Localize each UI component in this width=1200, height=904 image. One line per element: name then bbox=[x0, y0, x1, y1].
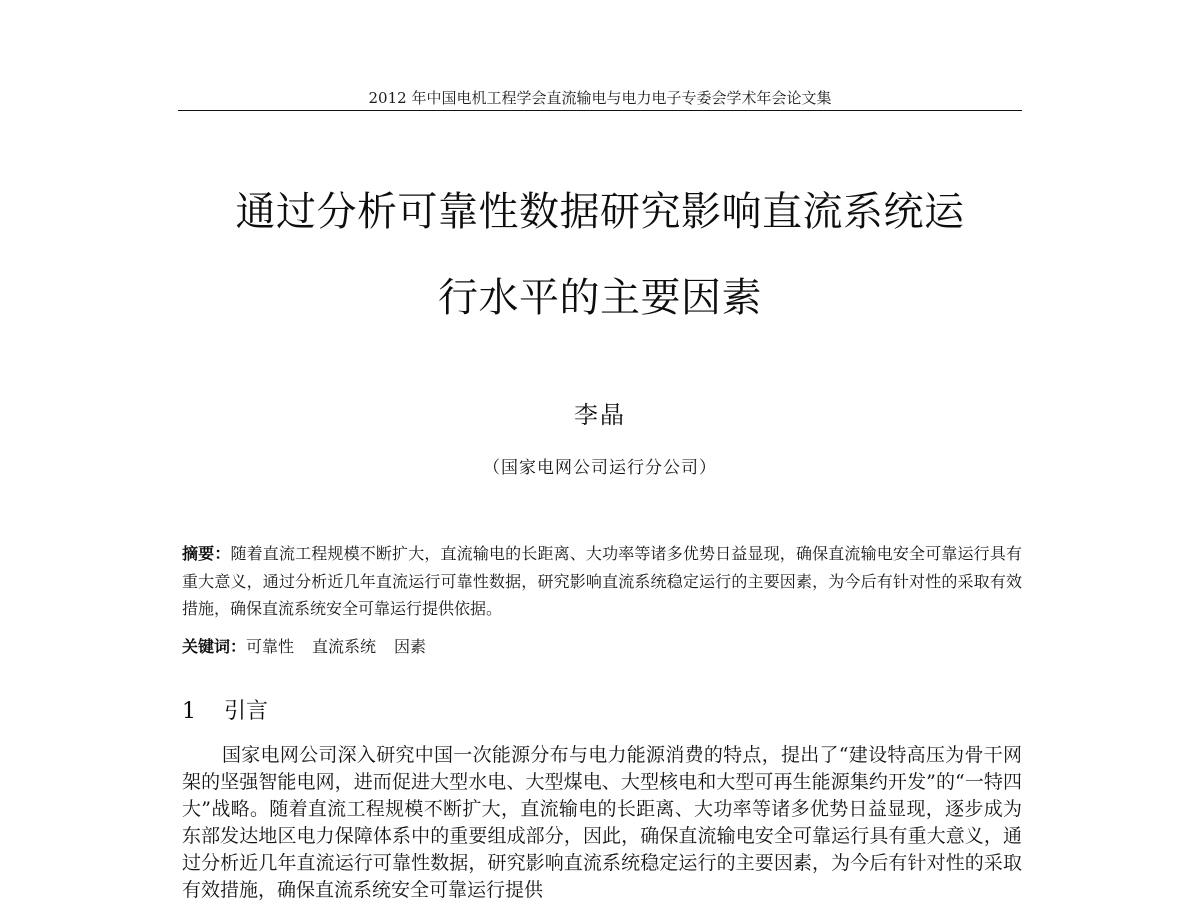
keyword: 可靠性 bbox=[246, 637, 295, 656]
keywords-label: 关键词： bbox=[182, 637, 247, 656]
keyword: 直流系统 bbox=[312, 637, 377, 656]
author-name: 李晶 bbox=[574, 401, 626, 429]
author-affiliation: （国家电网公司运行分公司） bbox=[483, 458, 717, 478]
abstract bbox=[182, 540, 1022, 623]
running-header: 2012 年中国电机工程学会直流输电与电力电子专委会学术年会论文集 bbox=[368, 89, 832, 107]
header-rule bbox=[178, 110, 1022, 111]
section-title: 引言 bbox=[224, 699, 269, 724]
abstract-text: 随着直流工程规模不断扩大，直流输电的长距离、大功率等诸多优势日益显现，确保直流输电安全可靠运行具有重大意义，通过分析近几年直流运行可靠性数据，研究影响直流系统稳定运行的主要因素，为今后有针对性的采取有效措施，确保直流系统安全可靠运行提供依据。 bbox=[182, 544, 1022, 618]
keywords bbox=[182, 634, 1022, 660]
paper-title bbox=[178, 190, 1022, 362]
section-number: 1 bbox=[182, 699, 196, 724]
keyword: 因素 bbox=[394, 637, 427, 656]
intro-paragraph: 国家电网公司深入研究中国一次能源分布与电力能源消费的特点，提出了“建设特高压为骨干网架的坚强智能电网，进而促进大型水电、大型煤电、大型核电和大型可再生能源集约开发”的“一特四大”战略。随着直流工程规模不断扩大，直流输电的长距离、大功率等诸多优势日益显现，逐步成为东部发达地区电力保障体系中的重要组成部分，因此，确保直流输电安全可靠运行具有重大意义，通过分析近几年直流运行可靠性数据，研究影响直流系统稳定运行的主要因素，为今后有针对性的采取有效措施，确保直流系统安全可靠运行提供 bbox=[182, 744, 1022, 901]
abstract-label: 摘要： bbox=[182, 544, 231, 563]
section-heading bbox=[182, 697, 268, 727]
title-line-1: 通过分析可靠性数据研究影响直流系统运 bbox=[235, 189, 965, 235]
title-line-2: 行水平的主要因素 bbox=[438, 275, 762, 321]
